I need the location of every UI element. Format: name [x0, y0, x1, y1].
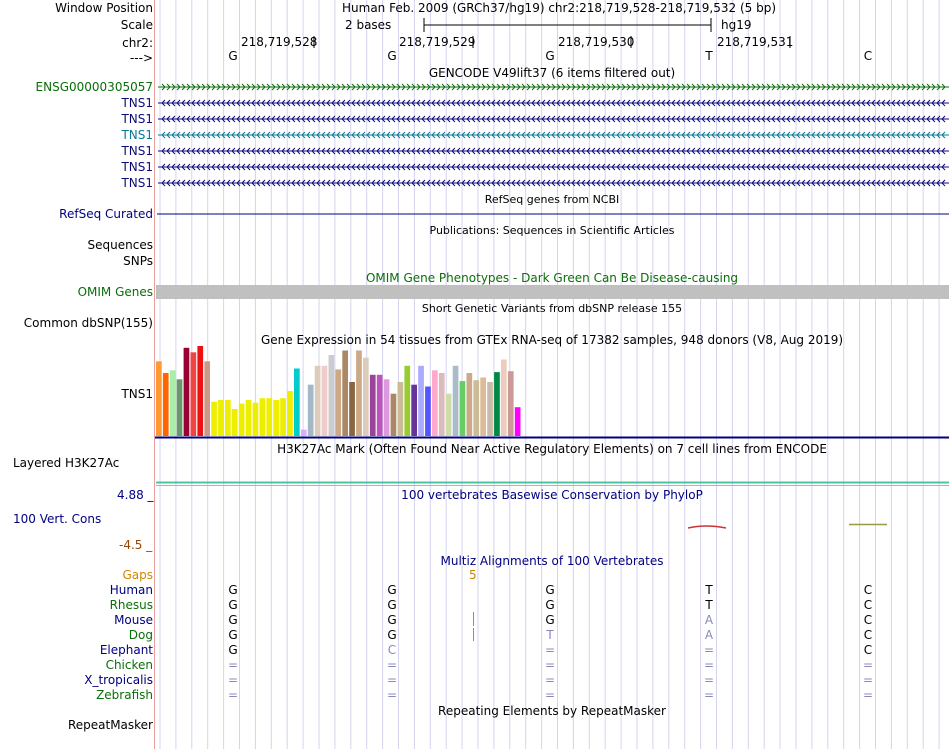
ref-base: G — [228, 49, 238, 63]
gtex-bar — [253, 403, 259, 436]
gtex-bar — [508, 371, 514, 436]
gtex-bar — [197, 346, 203, 436]
species-label[interactable]: Rhesus — [109, 598, 153, 612]
gtex-bar — [191, 352, 197, 436]
gaps-label: Gaps — [122, 568, 153, 582]
gap-count: 5 — [469, 568, 477, 582]
gtex-bar — [308, 385, 314, 436]
species-label[interactable]: Chicken — [105, 658, 153, 672]
alignment-base: T — [546, 628, 554, 642]
gene-label-ensg[interactable]: ENSG00000305057 — [35, 80, 153, 94]
gtex-bar — [425, 387, 431, 437]
alignment-base: T — [705, 598, 713, 612]
gtex-bar — [184, 348, 190, 436]
gtex-bar — [266, 398, 272, 436]
gtex-bar — [480, 378, 486, 437]
gene-label-tns1[interactable]: TNS1 — [121, 128, 153, 142]
species-label[interactable]: X_tropicalis — [84, 673, 153, 687]
omim-bar — [156, 285, 949, 299]
gtex-bar — [391, 394, 397, 436]
ref-base: G — [545, 49, 555, 63]
gtex-bar — [356, 351, 362, 437]
gtex-bar — [439, 373, 445, 436]
gtex-bar — [301, 430, 307, 436]
gtex-bar — [432, 370, 438, 436]
refseq-track-label[interactable]: RefSeq Curated — [59, 207, 153, 221]
multiz-track-title: Multiz Alignments of 100 Vertebrates — [440, 554, 664, 568]
repeatmasker-track-label[interactable]: RepeatMasker — [67, 718, 153, 732]
alignment-base: C — [387, 643, 397, 657]
phylop-ymin: -4.5 _ — [119, 538, 153, 552]
alignment-base: C — [863, 583, 873, 597]
alignment-base: = — [703, 688, 715, 702]
alignment-base: G — [228, 628, 238, 642]
species-label[interactable]: Human — [109, 583, 153, 597]
alignment-base: G — [228, 613, 238, 627]
ref-base: T — [705, 49, 713, 63]
gtex-bar — [315, 366, 321, 436]
gtex-bar — [473, 380, 479, 436]
gene-label-tns1[interactable]: TNS1 — [121, 96, 153, 110]
refseq-track-title: RefSeq genes from NCBI — [484, 193, 620, 206]
ref-base: C — [863, 49, 873, 63]
assembly-text: hg19 — [721, 18, 752, 32]
gtex-bar — [177, 379, 183, 436]
ref-base: G — [387, 49, 397, 63]
gtex-bar — [460, 381, 466, 436]
gtex-bar — [211, 402, 217, 436]
alignment-base: = — [227, 673, 239, 687]
gtex-bar — [363, 358, 369, 436]
alignment-base: G — [228, 598, 238, 612]
gene-label-tns1[interactable]: TNS1 — [121, 144, 153, 158]
gtex-bar — [501, 360, 507, 437]
alignment-base: = — [544, 658, 556, 672]
gtex-track-title: Gene Expression in 54 tissues from GTEx RNA-seq of 17382 samples, 948 donors (V8, Aug 2019) — [260, 333, 844, 347]
h3k27ac-track-title: H3K27Ac Mark (Often Found Near Active Regulatory Elements) on 7 cell lines from ENCODE — [277, 442, 827, 456]
position-text: Human Feb. 2009 (GRCh37/hg19) chr2:218,719,528-218,719,532 (5 bp) — [342, 1, 777, 15]
gtex-bar — [204, 361, 210, 436]
alignment-base: G — [228, 583, 238, 597]
gtex-bar — [453, 366, 459, 436]
alignment-base: A — [704, 613, 714, 627]
gtex-bar — [384, 379, 390, 436]
omim-track-title: OMIM Gene Phenotypes - Dark Green Can Be Disease-causing — [365, 271, 739, 285]
dbsnp-track-title: Short Genetic Variants from dbSNP release 155 — [421, 302, 683, 315]
alignment-base: T — [705, 583, 713, 597]
alignment-base: = — [862, 673, 874, 687]
gtex-bar — [225, 400, 231, 436]
gene-label-tns1[interactable]: TNS1 — [121, 112, 153, 126]
gtex-bar — [239, 404, 245, 436]
alignment-base: = — [703, 658, 715, 672]
gtex-bar — [322, 366, 328, 436]
gene-label-tns1[interactable]: TNS1 — [121, 176, 153, 190]
gencode-track-title: GENCODE V49lift37 (6 items filtered out) — [428, 66, 676, 80]
gtex-bar — [370, 375, 376, 436]
alignment-base: = — [227, 658, 239, 672]
gtex-bar — [411, 385, 417, 436]
gtex-bar — [377, 375, 383, 436]
alignment-base: G — [387, 598, 397, 612]
gtex-track-label[interactable]: TNS1 — [121, 387, 153, 401]
gtex-bar — [335, 369, 341, 436]
ruler-tick-label: 218,719,528 — [241, 35, 318, 49]
alignment-base: G — [545, 613, 555, 627]
snps-track-label[interactable]: SNPs — [123, 254, 153, 268]
gtex-bar — [280, 398, 286, 436]
species-label[interactable]: Mouse — [114, 613, 153, 627]
gtex-bar — [404, 366, 410, 436]
gtex-bar — [446, 394, 452, 436]
phylop-ymax: 4.88 _ — [117, 488, 154, 502]
omim-track-label[interactable]: OMIM Genes — [77, 285, 153, 299]
window-position-label: Window Position — [55, 1, 153, 15]
ruler-tick-label: 218,719,530 — [558, 35, 635, 49]
gtex-bar — [170, 370, 176, 436]
gtex-bar — [218, 400, 224, 436]
gtex-bar — [398, 382, 404, 436]
alignment-base: C — [863, 598, 873, 612]
gtex-bar — [418, 366, 424, 436]
alignment-base: = — [544, 688, 556, 702]
gtex-bar — [349, 382, 355, 436]
species-label[interactable]: Zebrafish — [96, 688, 153, 702]
gtex-bar — [515, 407, 521, 436]
alignment-base: C — [863, 613, 873, 627]
dbsnp-track-label[interactable]: Common dbSNP(155) — [23, 316, 153, 330]
gtex-bar — [342, 351, 348, 437]
gtex-bar — [494, 372, 500, 436]
alignment-base: = — [703, 643, 715, 657]
publications-track-title: Publications: Sequences in Scientific Articles — [429, 224, 675, 237]
gtex-bar — [163, 373, 169, 436]
alignment-base: G — [545, 583, 555, 597]
sequences-track-label[interactable]: Sequences — [87, 238, 153, 252]
alignment-base: G — [228, 643, 238, 657]
alignment-base: = — [862, 688, 874, 702]
repeatmasker-track-title: Repeating Elements by RepeatMasker — [438, 704, 666, 718]
gene-label-tns1[interactable]: TNS1 — [121, 160, 153, 174]
phylop-mark — [688, 526, 726, 528]
gtex-bar — [294, 369, 300, 437]
alignment-base: = — [703, 673, 715, 687]
alignment-base: = — [544, 673, 556, 687]
ruler-tick-label: 218,719,531 — [717, 35, 794, 49]
alignment-base: = — [386, 658, 398, 672]
alignment-base: = — [544, 643, 556, 657]
alignment-base: A — [704, 628, 714, 642]
gtex-bar — [487, 382, 493, 436]
species-label[interactable]: Dog — [128, 628, 153, 642]
alignment-base: G — [545, 598, 555, 612]
phylop-track-title: 100 vertebrates Basewise Conservation by PhyloP — [401, 488, 703, 502]
ruler-tick-label: 218,719,529 — [399, 35, 476, 49]
gtex-bar — [329, 355, 335, 436]
scale-label: Scale — [120, 18, 153, 32]
chrom-label: chr2: — [122, 36, 153, 50]
alignment-base: G — [387, 613, 397, 627]
gtex-bar — [232, 409, 238, 436]
gtex-bar — [467, 373, 473, 436]
alignment-base: = — [227, 688, 239, 702]
scale-text: 2 bases — [345, 18, 392, 32]
alignment-base: C — [863, 628, 873, 642]
alignment-base: C — [863, 643, 873, 657]
gtex-bar — [246, 400, 252, 436]
h3k27ac-track-label[interactable]: Layered H3K27Ac — [13, 456, 120, 470]
gtex-bar — [260, 398, 266, 436]
strand-label: ---> — [129, 51, 153, 65]
alignment-base: = — [862, 658, 874, 672]
gtex-bar — [273, 400, 279, 436]
phylop-track-label[interactable]: 100 Vert. Cons — [13, 512, 102, 526]
species-label[interactable]: Elephant — [99, 643, 153, 657]
gtex-bar — [287, 391, 293, 436]
alignment-base: G — [387, 628, 397, 642]
alignment-base: G — [387, 583, 397, 597]
alignment-base: = — [386, 673, 398, 687]
gtex-bar — [156, 361, 162, 436]
alignment-base: = — [386, 688, 398, 702]
